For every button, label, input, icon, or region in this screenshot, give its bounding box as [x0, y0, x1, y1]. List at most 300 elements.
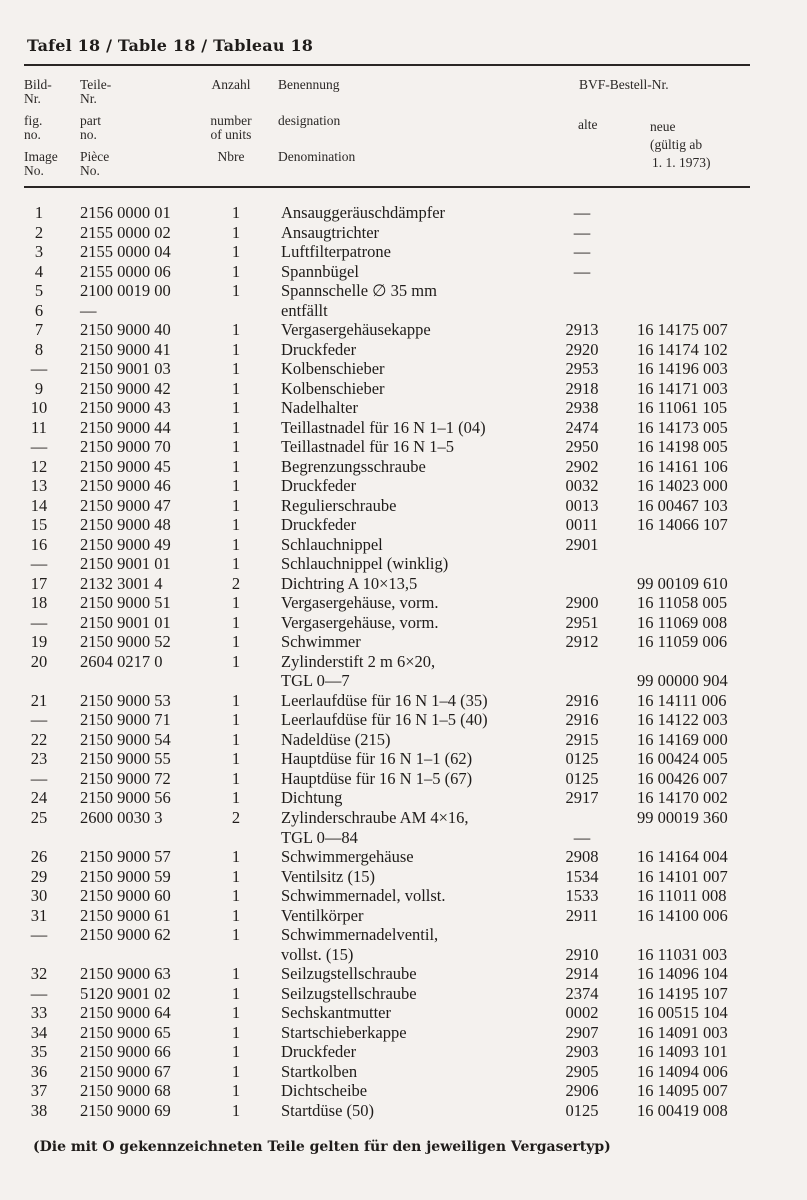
cell-alt: —: [573, 222, 591, 242]
cell-neu: 16 11069 008: [637, 612, 728, 632]
cell-ben: Leerlaufdüse für 16 N 1–4 (35): [281, 690, 488, 710]
cell-neu: 16 14122 003: [637, 710, 728, 730]
cell-teile: 2150 9000 57: [80, 847, 171, 867]
parts-table: [0, 203, 807, 1120]
cell-neu: 99 00019 360: [637, 807, 728, 827]
cell-anz: 1: [231, 749, 241, 769]
cell-alt: 2474: [565, 417, 599, 437]
table-row: [0, 476, 807, 496]
cell-teile: 2155 0000 04: [80, 242, 171, 262]
cell-alt: 0032: [565, 476, 599, 496]
table-row: [0, 223, 807, 243]
cell-alt: 2902: [565, 456, 599, 476]
cell-anz: 1: [231, 320, 241, 340]
cell-neu: 16 14171 003: [637, 378, 728, 398]
cell-neu: 16 11011 008: [637, 886, 727, 906]
table-row: [0, 808, 807, 828]
table-row: [0, 710, 807, 730]
cell-ben: Begrenzungsschraube: [281, 456, 426, 476]
cell-bild: 23: [30, 749, 48, 769]
table-row: [0, 340, 807, 360]
cell-teile: 2150 9000 65: [80, 1022, 171, 1042]
cell-alt: 2903: [565, 1042, 599, 1062]
cell-anz: 1: [231, 261, 241, 281]
cell-ben: vollst. (15): [281, 944, 354, 964]
cell-neu: 16 14169 000: [637, 729, 728, 749]
table-row: [0, 730, 807, 750]
cell-neu: 16 11058 005: [637, 593, 728, 613]
table-row: [0, 1003, 807, 1023]
cell-alt: —: [573, 203, 591, 222]
cell-bild: 2: [34, 222, 44, 242]
cell-alt: 2950: [565, 437, 599, 457]
cell-bild: —: [30, 983, 48, 1003]
cell-ben: Schwimmergehäuse: [281, 847, 414, 867]
cell-bild: 3: [34, 242, 44, 262]
cell-teile: 2150 9000 56: [80, 788, 171, 808]
cell-teile: 2150 9000 61: [80, 905, 171, 925]
cell-anz: 1: [231, 495, 241, 515]
cell-ben: Teillastnadel für 16 N 1–1 (04): [281, 417, 486, 437]
cell-anz: 1: [231, 515, 241, 535]
table-row: [0, 788, 807, 808]
cell-ben: Zylinderschraube AM 4×16,: [281, 807, 469, 827]
table-row: [0, 535, 807, 555]
cell-teile: 2150 9000 41: [80, 339, 171, 359]
cell-alt: 2916: [565, 710, 599, 730]
cell-alt: 2911: [565, 905, 599, 925]
cell-alt: 1533: [565, 886, 599, 906]
cell-anz: 1: [231, 378, 241, 398]
cell-neu: 16 11031 003: [637, 944, 728, 964]
cell-bild: 8: [34, 339, 44, 359]
cell-teile: 2150 9000 64: [80, 1003, 171, 1023]
cell-ben: Druckfeder: [281, 515, 357, 535]
cell-ben: Schwimmernadelventil,: [281, 925, 439, 945]
cell-teile: 2150 9001 01: [80, 554, 171, 574]
cell-neu: 16 00424 005: [637, 749, 728, 769]
cell-alt: 2908: [565, 847, 599, 867]
cell-neu: 16 14095 007: [637, 1081, 728, 1101]
cell-anz: 1: [231, 222, 241, 242]
cell-alt: 2912: [565, 632, 599, 652]
cell-ben: Seilzugstellschraube: [281, 964, 417, 984]
cell-bild: 12: [30, 456, 48, 476]
cell-anz: 1: [231, 847, 241, 867]
cell-bild: 36: [30, 1061, 48, 1081]
cell-anz: 1: [231, 398, 241, 418]
cell-ben: Startkolben: [281, 1061, 358, 1081]
cell-ben: entfällt: [281, 300, 328, 320]
cell-bild: 1: [34, 203, 44, 222]
cell-teile: 2604 0217 0: [80, 651, 163, 671]
cell-teile: 2100 0019 00: [80, 281, 171, 301]
cell-teile: 2150 9000 46: [80, 476, 171, 496]
cell-teile: 2150 9000 62: [80, 925, 171, 945]
cell-bild: 16: [30, 534, 48, 554]
table-row: [0, 301, 807, 321]
cell-ben: Spannschelle ∅ 35 mm: [281, 281, 437, 301]
table-row: [0, 671, 807, 691]
cell-ben: Teillastnadel für 16 N 1–5: [281, 437, 454, 457]
cell-alt: 2900: [565, 593, 599, 613]
header-alte: alte: [578, 117, 598, 132]
cell-ben: Druckfeder: [281, 339, 357, 359]
table-row: [0, 613, 807, 633]
table-row: [0, 457, 807, 477]
cell-alt: 2905: [565, 1061, 599, 1081]
header-bvf: BVF-Bestell-Nr.: [579, 77, 669, 92]
cell-alt: 0125: [565, 749, 599, 769]
table-row: [0, 593, 807, 613]
table-row: [0, 632, 807, 652]
table-row: [0, 1062, 807, 1082]
top-rule: [24, 64, 750, 66]
table-row: [0, 574, 807, 594]
cell-alt: 2938: [565, 398, 599, 418]
table-row: [0, 1023, 807, 1043]
cell-bild: 37: [30, 1081, 48, 1101]
cell-teile: 2155 0000 06: [80, 261, 171, 281]
cell-alt: 2917: [565, 788, 599, 808]
cell-ben: Startschieberkappe: [281, 1022, 407, 1042]
table-row: [0, 437, 807, 457]
cell-anz: 1: [231, 983, 241, 1003]
cell-ben: Regulierschraube: [281, 495, 397, 515]
cell-anz: 1: [231, 476, 241, 496]
cell-anz: 1: [231, 437, 241, 457]
cell-ben: Leerlaufdüse für 16 N 1–5 (40): [281, 710, 488, 730]
cell-ben: Ventilsitz (15): [281, 866, 375, 886]
cell-bild: 6: [34, 300, 44, 320]
cell-ben: Druckfeder: [281, 476, 357, 496]
cell-teile: 2150 9000 42: [80, 378, 171, 398]
header-benennung: Benennung designation Denomination: [278, 77, 356, 164]
table-row: [0, 398, 807, 418]
page-title: Tafel 18 / Table 18 / Tableau 18: [27, 36, 314, 55]
cell-ben: Luftfilterpatrone: [281, 242, 391, 262]
cell-alt: 2906: [565, 1081, 599, 1101]
cell-teile: 2150 9000 51: [80, 593, 171, 613]
cell-ben: Ventilkörper: [281, 905, 364, 925]
cell-anz: 1: [231, 866, 241, 886]
cell-ben: Vergasergehäuse, vorm.: [281, 612, 439, 632]
cell-teile: 2150 9000 53: [80, 690, 171, 710]
cell-neu: 16 11059 006: [637, 632, 728, 652]
cell-alt: 2953: [565, 359, 599, 379]
cell-ben: Schlauchnippel (winklig): [281, 554, 449, 574]
cell-alt: 2914: [565, 964, 599, 984]
cell-neu: 99 00109 610: [637, 573, 728, 593]
cell-alt: 0125: [565, 768, 599, 788]
cell-ben: Sechskantmutter: [281, 1003, 391, 1023]
cell-neu: 16 00515 104: [637, 1003, 728, 1023]
cell-alt: 2907: [565, 1022, 599, 1042]
cell-neu: 16 00426 007: [637, 768, 728, 788]
cell-teile: 2150 9000 43: [80, 398, 171, 418]
cell-neu: 16 14173 005: [637, 417, 728, 437]
cell-neu: 16 14164 004: [637, 847, 728, 867]
cell-teile: 2155 0000 02: [80, 222, 171, 242]
cell-bild: —: [30, 359, 48, 379]
cell-bild: 29: [30, 866, 48, 886]
table-row: [0, 925, 807, 945]
cell-anz: 1: [231, 593, 241, 613]
cell-ben: Dichtscheibe: [281, 1081, 368, 1101]
cell-neu: 16 00419 008: [637, 1100, 728, 1120]
cell-bild: 17: [30, 573, 48, 593]
cell-neu: 16 14175 007: [637, 320, 728, 340]
cell-ben: Spannbügel: [281, 261, 359, 281]
cell-anz: 1: [231, 534, 241, 554]
table-row: [0, 652, 807, 672]
cell-anz: 1: [231, 768, 241, 788]
cell-anz: 1: [231, 1081, 241, 1101]
cell-teile: 2150 9000 60: [80, 886, 171, 906]
cell-ben: Schwimmer: [281, 632, 361, 652]
cell-bild: 19: [30, 632, 48, 652]
cell-neu: 16 14195 107: [637, 983, 728, 1003]
cell-bild: 24: [30, 788, 48, 808]
table-row: [0, 867, 807, 887]
cell-bild: 11: [31, 417, 47, 437]
table-row: [0, 554, 807, 574]
cell-neu: 16 14023 000: [637, 476, 728, 496]
cell-neu: 16 14196 003: [637, 359, 728, 379]
table-row: [0, 1101, 807, 1121]
cell-teile: 2156 0000 01: [80, 203, 171, 222]
cell-bild: 21: [30, 690, 48, 710]
cell-anz: 1: [231, 886, 241, 906]
table-row: [0, 847, 807, 867]
cell-neu: 16 00467 103: [637, 495, 728, 515]
cell-bild: —: [30, 437, 48, 457]
table-row: [0, 1081, 807, 1101]
cell-alt: —: [573, 261, 591, 281]
cell-ben: Nadeldüse (215): [281, 729, 391, 749]
cell-anz: 1: [231, 710, 241, 730]
cell-anz: 1: [231, 632, 241, 652]
cell-ben: Schwimmernadel, vollst.: [281, 886, 446, 906]
cell-bild: 7: [34, 320, 44, 340]
cell-bild: —: [30, 710, 48, 730]
cell-anz: 1: [231, 788, 241, 808]
cell-alt: 0125: [565, 1100, 599, 1120]
cell-anz: 1: [231, 651, 241, 671]
cell-anz: 1: [231, 1100, 241, 1120]
cell-bild: 26: [30, 847, 48, 867]
cell-teile: 2600 0030 3: [80, 807, 163, 827]
cell-bild: 15: [30, 515, 48, 535]
cell-bild: 34: [30, 1022, 48, 1042]
cell-teile: 2150 9001 01: [80, 612, 171, 632]
cell-bild: 35: [30, 1042, 48, 1062]
cell-anz: 1: [231, 359, 241, 379]
table-row: [0, 964, 807, 984]
table-row: [0, 886, 807, 906]
cell-teile: 2150 9000 63: [80, 964, 171, 984]
cell-alt: —: [573, 242, 591, 262]
cell-anz: 1: [231, 1003, 241, 1023]
cell-anz: 1: [231, 612, 241, 632]
cell-anz: 1: [231, 203, 241, 222]
cell-bild: 31: [30, 905, 48, 925]
cell-bild: —: [30, 554, 48, 574]
cell-ben: Kolbenschieber: [281, 359, 385, 379]
cell-anz: 1: [231, 1061, 241, 1081]
cell-ben: Dichtung: [281, 788, 343, 808]
cell-anz: 1: [231, 281, 241, 301]
cell-teile: —: [80, 300, 97, 320]
cell-anz: 1: [231, 925, 241, 945]
cell-anz: 1: [231, 417, 241, 437]
cell-anz: 1: [231, 1042, 241, 1062]
cell-neu: 16 14101 007: [637, 866, 728, 886]
cell-neu: 16 14170 002: [637, 788, 728, 808]
cell-ben: Hauptdüse für 16 N 1–1 (62): [281, 749, 473, 769]
cell-teile: 2150 9000 66: [80, 1042, 171, 1062]
cell-bild: 14: [30, 495, 48, 515]
cell-bild: 13: [30, 476, 48, 496]
cell-teile: 2150 9000 49: [80, 534, 171, 554]
cell-anz: 1: [231, 456, 241, 476]
cell-anz: 2: [231, 573, 241, 593]
cell-ben: Schlauchnippel: [281, 534, 383, 554]
cell-neu: 16 11061 105: [637, 398, 728, 418]
cell-bild: 33: [30, 1003, 48, 1023]
cell-alt: 0011: [565, 515, 599, 535]
cell-alt: 1534: [565, 866, 599, 886]
cell-ben: Vergasergehäusekappe: [281, 320, 431, 340]
cell-ben: Zylinderstift 2 m 6×20,: [281, 651, 436, 671]
cell-neu: 16 14111 006: [637, 690, 727, 710]
cell-teile: 2150 9000 45: [80, 456, 171, 476]
cell-ben: Vergasergehäuse, vorm.: [281, 593, 439, 613]
cell-alt: 0002: [565, 1003, 599, 1023]
cell-anz: 1: [231, 964, 241, 984]
cell-neu: 16 14094 006: [637, 1061, 728, 1081]
cell-alt: 2901: [565, 534, 599, 554]
cell-teile: 2150 9000 71: [80, 710, 171, 730]
table-row: [0, 418, 807, 438]
cell-anz: 1: [231, 1022, 241, 1042]
cell-bild: —: [30, 612, 48, 632]
cell-ben: TGL 0—7: [281, 671, 350, 691]
cell-teile: 2150 9000 52: [80, 632, 171, 652]
cell-teile: 2150 9000 69: [80, 1100, 171, 1120]
header-rule: [24, 186, 750, 188]
cell-anz: 1: [231, 242, 241, 262]
cell-bild: 5: [34, 281, 44, 301]
cell-bild: —: [30, 768, 48, 788]
cell-alt: 0013: [565, 495, 599, 515]
cell-neu: 16 14161 106: [637, 456, 728, 476]
table-row: [0, 242, 807, 262]
cell-teile: 2150 9000 55: [80, 749, 171, 769]
cell-neu: 99 00000 904: [637, 671, 728, 691]
cell-ben: Nadelhalter: [281, 398, 358, 418]
cell-bild: 32: [30, 964, 48, 984]
table-row: [0, 691, 807, 711]
cell-bild: 38: [30, 1100, 48, 1120]
cell-alt: 2910: [565, 944, 599, 964]
cell-bild: —: [30, 925, 48, 945]
cell-neu: 16 14198 005: [637, 437, 728, 457]
cell-bild: 10: [30, 398, 48, 418]
cell-alt: 2915: [565, 729, 599, 749]
cell-bild: 22: [30, 729, 48, 749]
header-neue: neue (gültig ab 1. 1. 1973): [650, 119, 711, 170]
cell-teile: 2150 9000 48: [80, 515, 171, 535]
cell-bild: 18: [30, 593, 48, 613]
cell-anz: 1: [231, 729, 241, 749]
cell-ben: Hauptdüse für 16 N 1–5 (67): [281, 768, 473, 788]
cell-alt: 2374: [565, 983, 599, 1003]
cell-teile: 2150 9000 68: [80, 1081, 171, 1101]
cell-ben: Ansaugtrichter: [281, 222, 380, 242]
cell-bild: 20: [30, 651, 48, 671]
cell-neu: 16 14100 006: [637, 905, 728, 925]
cell-anz: 1: [231, 339, 241, 359]
table-row: [0, 203, 807, 223]
header-teile: Teile- Nr. part no. Pièce No.: [80, 77, 112, 178]
table-row: [0, 828, 807, 848]
cell-anz: 1: [231, 690, 241, 710]
cell-anz: 2: [231, 807, 241, 827]
cell-neu: 16 14174 102: [637, 339, 728, 359]
cell-anz: 1: [231, 905, 241, 925]
cell-teile: 2132 3001 4: [80, 573, 163, 593]
cell-alt: 2951: [565, 612, 599, 632]
cell-ben: Druckfeder: [281, 1042, 357, 1062]
cell-bild: 30: [30, 886, 48, 906]
table-row: [0, 945, 807, 965]
cell-ben: TGL 0—84: [281, 827, 358, 847]
cell-alt: 2920: [565, 339, 599, 359]
cell-teile: 2150 9000 54: [80, 729, 171, 749]
cell-bild: 25: [30, 807, 48, 827]
table-row: [0, 1042, 807, 1062]
table-row: [0, 379, 807, 399]
cell-bild: 4: [34, 261, 44, 281]
table-row: [0, 769, 807, 789]
cell-teile: 2150 9000 67: [80, 1061, 171, 1081]
table-row: [0, 359, 807, 379]
cell-teile: 2150 9000 40: [80, 320, 171, 340]
cell-alt: —: [573, 827, 591, 847]
cell-alt: 2913: [565, 320, 599, 340]
cell-bild: 9: [34, 378, 44, 398]
table-row: [0, 515, 807, 535]
cell-teile: 2150 9000 72: [80, 768, 171, 788]
table-row: [0, 262, 807, 282]
cell-teile: 2150 9000 70: [80, 437, 171, 457]
footnote: (Die mit O gekennzeichneten Teile gelten für den jeweiligen Vergasertyp): [33, 1139, 611, 1155]
cell-teile: 5120 9001 02: [80, 983, 171, 1003]
table-row: [0, 984, 807, 1004]
header-anzahl: Anzahl number of units Nbre: [210, 77, 252, 164]
cell-ben: Kolbenschieber: [281, 378, 385, 398]
cell-teile: 2150 9000 47: [80, 495, 171, 515]
table-row: [0, 281, 807, 301]
cell-alt: 2916: [565, 690, 599, 710]
cell-ben: Ansauggeräuschdämpfer: [281, 203, 446, 222]
cell-ben: Startdüse (50): [281, 1100, 375, 1120]
cell-ben: Seilzugstellschraube: [281, 983, 417, 1003]
cell-teile: 2150 9000 59: [80, 866, 171, 886]
table-row: [0, 749, 807, 769]
cell-neu: 16 14096 104: [637, 964, 728, 984]
